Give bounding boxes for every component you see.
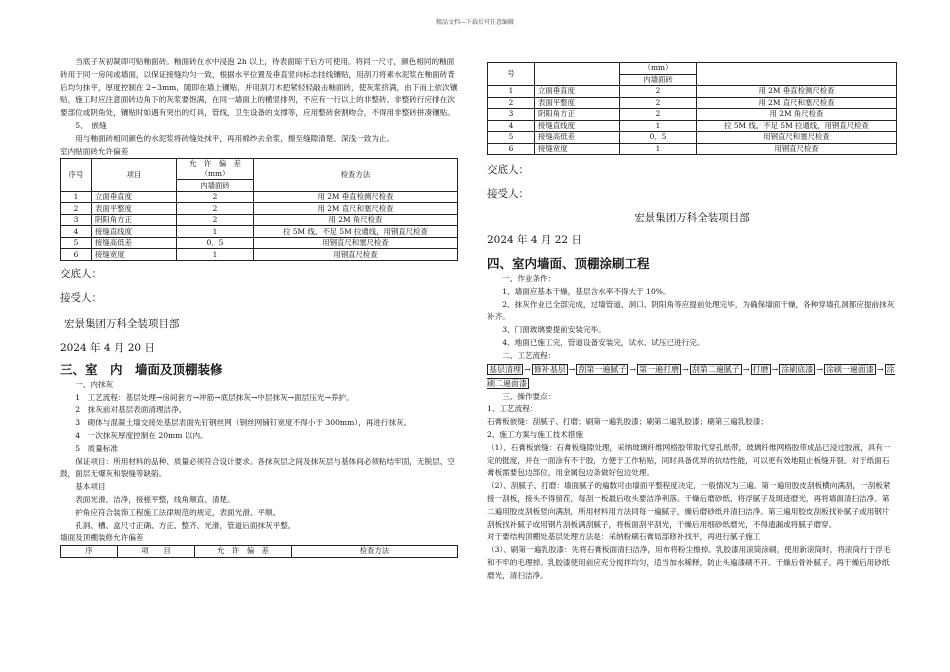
arrow-icon: → <box>876 364 884 374</box>
row-method: 用 2M 角尺检查 <box>254 214 458 226</box>
flow-step: 刮第一遍腻子 <box>578 364 627 374</box>
list-item: 孔洞、槽、盒尺寸正确、方正、整齐、光滑，管道后面抹灰平整。 <box>75 520 296 530</box>
flow-step: 第一遍打磨 <box>639 364 680 374</box>
arrow-icon: → <box>742 364 750 374</box>
row-method: 用钢直尺检查 <box>254 249 458 261</box>
row-method: 拉 5M 线、不足 5M 拉通线，用钢直尺检查 <box>697 120 897 132</box>
grout-text: 用与釉面砖相同颜色的水泥浆将砖缝处抹平，再用棉纱去余浆，擦至缝隙清楚、深浅一致为止。 <box>75 133 395 143</box>
arrow-icon: → <box>524 364 531 374</box>
flow-title: 二、工艺流程： <box>502 350 556 360</box>
section-4-title: 四、室内墙面、顶棚涂刷工程 <box>487 256 650 271</box>
row-method: 用 2M 直尺和塞尺检查 <box>697 97 897 109</box>
row-no: 1 <box>488 86 535 98</box>
row-item: 接缝宽度 <box>535 143 620 155</box>
col-tolerance: 允 许 偏 差 <box>195 546 292 558</box>
list-item: 石膏板嵌缝：刮腻子、打磨；刷第一遍乳胶漆；刷第二遍乳胶漆；刷第三遍乳胶漆； <box>487 417 768 427</box>
list-item: 4 一次抹灰厚度控制在 20mm 以内。 <box>75 431 208 441</box>
row-tolerance: 0．5 <box>620 132 697 144</box>
list-item: 表面光滑、洁净，接槎平整，线角顺直、清楚。 <box>75 495 235 505</box>
row-item: 表面平整度 <box>535 97 620 109</box>
row-no: 4 <box>61 226 92 238</box>
row-tolerance: 1 <box>177 226 254 238</box>
operations-title: 三、操作要点： <box>502 391 556 401</box>
receiver-label: 接受人： <box>60 291 102 304</box>
row-item: 接缝宽度 <box>92 249 177 261</box>
row-tolerance: 2 <box>620 86 697 98</box>
list-item: 4、地面已施工完，管道设备安装完，试水、试压已进行完。 <box>502 337 705 347</box>
col-method: 检查方法 <box>254 159 458 192</box>
handover-label: 交底人： <box>60 267 102 280</box>
company-name: 宏景集团万科全装项目部 <box>64 317 180 330</box>
row-tolerance: 1 <box>620 120 697 132</box>
arrow-icon: → <box>816 364 823 374</box>
receiver-label: 接受人： <box>487 188 529 200</box>
date: 2024 年 4 月 22 日 <box>487 234 582 246</box>
row-item: 接缝高低差 <box>535 132 620 144</box>
table-row <box>488 109 897 121</box>
flow-step: 基层清理 <box>489 364 521 374</box>
col-sub: 内墙面砖 <box>177 180 254 192</box>
list-item: 保证项目：所用材料的品种、质量必须符合设计要求。各抹灰层之间及抹灰层与基体间必须粘结牢固，无脱层、空鼓，面层无爆灰和裂缝等缺陷。 <box>60 456 455 479</box>
flow-step: 涂刷二遍面漆 <box>487 364 895 388</box>
row-item: 接缝直线度 <box>535 120 620 132</box>
row-no: 6 <box>488 143 535 155</box>
table-row <box>61 203 458 215</box>
row-item: 表面平整度 <box>92 203 177 215</box>
col-tolerance: 允 许 偏 差（mm） <box>177 159 254 180</box>
row-method: 用 2M 角尺检查 <box>697 109 897 121</box>
row-item: 阴阳角方正 <box>535 109 620 121</box>
flow-step: 修补基层 <box>533 364 566 374</box>
row-tolerance: 1 <box>177 249 254 261</box>
flow-step: 涂刷底漆 <box>781 364 814 374</box>
row-item: 立面垂直度 <box>92 191 177 203</box>
flow-step: 刮第二遍腻子 <box>691 364 740 374</box>
list-item: （1）、石膏板嵌缝：石膏板缝隙处理，采纳玻璃纤维网格胶带取代穿孔纸带，玻璃纤维网格胶带成品已浸过胶液，具有一定的挺度，并在一面涂有不干胶，方便于工作粘贴，同时具备优异的抗结性能，可以更有效地阻止板缝开裂。对于纸面石膏板需要包边部位，用金属包边条做好包边处理。 <box>487 442 891 478</box>
operations-list <box>487 403 897 582</box>
table-row <box>488 132 897 144</box>
page-header: 精品文档---下载后可任意编辑 <box>435 19 515 26</box>
table-row <box>61 237 458 249</box>
row-no: 4 <box>488 120 535 132</box>
row-method: 用钢直尺和塞尺检查 <box>254 237 458 249</box>
list-item: 护角应符合装饰工程施工法律规范的规定，表面光滑、平顺。 <box>75 507 281 517</box>
section-3-title: 三、室 内 墙面及顶棚装修 <box>60 361 223 377</box>
table-row <box>488 97 897 109</box>
col-seq: 号 <box>488 63 535 86</box>
list-item: （3）、刷第一遍乳胶漆：先将石膏板面清扫洁净，用布将粉尘擦掉。乳胶漆用滚筒涂刷，使用新滚筒时，将滚筒行于浮毛和不牢的毛理掉。乳胶漆使用前应充分搅拌均匀，适当加水稀释，防止头遍漆刷不开。干燥后骨补腻子，再干燥后用砂纸磨光，清扫洁净。 <box>487 545 891 580</box>
col-seq: 序号 <box>61 159 92 192</box>
row-tolerance: 1 <box>620 143 697 155</box>
table-row <box>61 214 458 226</box>
table1-title: 室内贴面砖允许偏差 <box>60 146 129 156</box>
table2-title: 墙面及顶棚装修允许偏差 <box>60 533 144 543</box>
table-row <box>488 86 897 98</box>
row-no: 5 <box>61 237 92 249</box>
list-item: 1 工艺流程：基层处理→房间套方→冲筋→底层抹灰→中层抹灰→面层压光→养护。 <box>75 392 354 402</box>
row-method: 用钢直尺和塞尺检查 <box>697 132 897 144</box>
arrow-icon: → <box>568 364 576 374</box>
col-item: 项 目 <box>118 546 195 558</box>
row-tolerance: 2 <box>620 97 697 109</box>
flow-step: 打磨 <box>752 364 769 374</box>
table-row <box>61 226 458 238</box>
tile-tolerance-table-continued <box>487 62 897 155</box>
list-item: 2、抹灰作业已全部完成，过墙管道、洞口、阴阳角等应提前处理完毕，为确保墙面干燥，各种穿墙孔洞都应提前抹灰补齐。 <box>487 299 895 322</box>
list-item: 2 抹灰前对基层表面清理洁净。 <box>75 405 187 415</box>
list-item: 3、门窗玻璃要提前安装完毕。 <box>502 325 606 335</box>
list-item: 3 砌体与混凝土墙交接处基层表面先钉钢丝网（钢丝网铺钉宽度不得小于 300mm），再进行抹灰。 <box>75 418 412 428</box>
col-sub: 内墙面砖 <box>620 74 697 86</box>
row-tolerance: 2 <box>177 203 254 215</box>
row-item: 接缝直线度 <box>92 226 177 238</box>
table-row <box>488 120 897 132</box>
list-item: （2）、刮腻子、打磨：墙面腻子的遍数可由墙面平整程度决定，一般情况为三遍。第一遍用胶皮刮板横向满刮，一刮板紧接一刮板，接头不得留茬，每刮一板最后收头要洁净利落。干燥后磨砂纸，将浮腻子及斑迹磨光，再将墙面清扫洁净。第二遍用胶皮刮板竖向满刮，所用材料用方法同每一遍腻子，燥后磨砂纸并清扫洁净。第三遍用胶皮刮板找补腻子或用钢片刮板找补腻子或用钢片刮板满刮腻子，将板面刮平刮光，干燥后用细砂纸磨光，不得遗漏或将腻子磨穿。 <box>487 481 891 529</box>
list-item: 1、墙面应基本干燥，基层含水率不得大于 10%。 <box>502 286 671 296</box>
row-no: 3 <box>488 109 535 121</box>
row-no: 3 <box>61 214 92 226</box>
row-tolerance: 2 <box>177 191 254 203</box>
col-seq: 序 <box>61 546 118 558</box>
row-method: 用 2M 垂直检测尺检查 <box>697 86 897 98</box>
row-method: 拉 5M 线、不足 5M 拉通线，用钢直尺检查 <box>254 226 458 238</box>
row-no: 6 <box>61 249 92 261</box>
flow-step: 涂刷一遍面漆 <box>825 364 874 374</box>
table-row <box>61 191 458 203</box>
row-item: 接缝高低差 <box>92 237 177 249</box>
row-tolerance: 2 <box>177 214 254 226</box>
list-item: 1、工艺流程： <box>487 404 538 414</box>
handover-label: 交底人： <box>487 164 529 176</box>
col-tolerance: （mm） <box>620 63 697 75</box>
left-column <box>60 56 458 558</box>
list-item: 2、施工方案与施工技术措施 <box>487 429 583 439</box>
row-no: 2 <box>488 97 535 109</box>
row-method: 用 2M 直尺和塞尺检查 <box>254 203 458 215</box>
row-no: 2 <box>61 203 92 215</box>
row-item: 阴阳角方正 <box>92 214 177 226</box>
company-name: 宏景集团万科全装项目部 <box>634 212 750 224</box>
list-item: 对于要结构顶棚处基层处理方法是：采纳粉刷石膏局部修补找平，再进行腻子施工 <box>487 532 761 542</box>
right-column <box>487 62 897 583</box>
col-item <box>535 63 620 86</box>
list-item: 基本项目 <box>75 482 106 492</box>
col-method: 检查方法 <box>292 546 458 558</box>
process-flow <box>487 363 897 391</box>
row-no: 5 <box>488 132 535 144</box>
arrow-icon: → <box>771 364 779 374</box>
row-tolerance: 0．5 <box>177 237 254 249</box>
arrow-icon: → <box>682 364 689 374</box>
wall-tolerance-table <box>60 545 458 558</box>
arrow-icon: → <box>629 364 637 374</box>
row-method: 用钢直尺检查 <box>697 143 897 155</box>
col-item: 项目 <box>92 159 177 192</box>
plaster-items <box>60 392 458 533</box>
tile-intro-paragraph: 当底子灰初凝即可贴釉面砖。釉面砖在水中浸泡 2h 以上，待表面晾干后方可使用。将同一尺寸，颜色相同的釉面砖用于同一房间或墙面，以保证接缝均匀一致，根据水平位置及垂直竖向标志挂线镶贴，用刮刀将素水泥浆在釉面砖背后均匀抹平，厚度控制在 2~3mm，随即在墙上镶贴，并用刮刀木把紧轻轻敲击釉面砖，使灰浆挤满，由下而上依次镶贴，施工时应注意面砖边角下的灰浆要饱满，在同一墙面上的横竖排列，不应有一行以上的非整砖、非整砖行应排在次要部位或阴角处，镶贴时如遇有突出的灯具，管线，卫生设备的支撑等，应用整砖套割吻合，不得用非整砖拼凑镶贴。 <box>60 57 458 118</box>
tile-tolerance-table <box>60 158 458 261</box>
col-method <box>697 63 897 86</box>
date: 2024 年 4 月 20 日 <box>60 341 155 354</box>
table-row <box>488 143 897 155</box>
grout-title: 5、 嵌缝 <box>75 120 107 130</box>
conditions-list <box>487 286 897 350</box>
table-row <box>61 249 458 261</box>
list-item: 5 质量标准 <box>75 443 118 453</box>
row-no: 1 <box>61 191 92 203</box>
row-tolerance: 2 <box>620 109 697 121</box>
plaster-title: 一、内抹灰 <box>75 379 114 389</box>
row-item: 立面垂直度 <box>535 86 620 98</box>
row-method: 用 2M 垂直检测尺检查 <box>254 191 458 203</box>
conditions-title: 一、作业条件： <box>502 274 556 283</box>
